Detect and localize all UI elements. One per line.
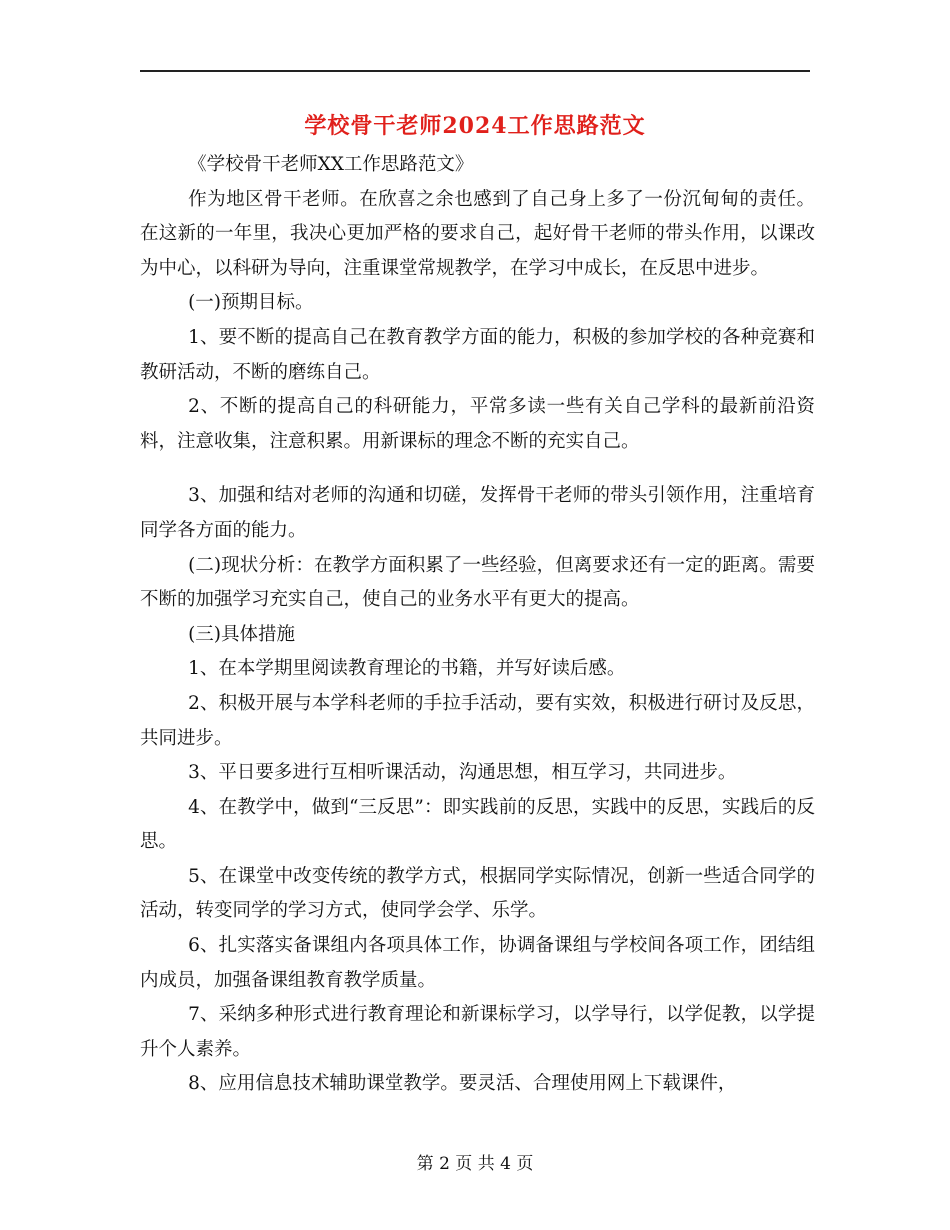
document-body — [140, 148, 815, 1102]
paragraph-goal-3: 3、加强和结对老师的沟通和切磋，发挥骨干老师的带头引领作用，注重培育同学各方面的能力。 — [140, 485, 815, 541]
paragraph-goal-2: 2、不断的提高自己的科研能力，平常多读一些有关自己学科的最新前沿资料，注意收集，注意积累。用新课标的理念不断的充实自己。 — [140, 396, 815, 452]
paragraph-measure-8: 8、应用信息技术辅助课堂教学。要灵活、合理使用网上下载课件， — [188, 1073, 737, 1095]
section-heading-measures: (三)具体措施 — [188, 623, 296, 645]
paragraph-measure-2: 2、积极开展与本学科老师的手拉手活动，要有实效，积极进行研讨及反思，共同进步。 — [140, 692, 815, 749]
document-title: 学校骨干老师2024工作思路范文 — [304, 113, 646, 139]
paragraph-measure-7: 7、采纳多种形式进行教育理论和新课标学习，以学导行，以学促教，以学提升个人素养。 — [140, 1004, 815, 1060]
paragraph-status-analysis: (二)现状分析：在教学方面积累了一些经验，但离要求还有一定的距离。需要不断的加强学习充实自己，使自己的业务水平有更大的提高。 — [140, 554, 815, 611]
paragraph-measure-6: 6、扎实落实备课组内各项具体工作，协调备课组与学校间各项工作，团结组内成员，加强备课组教育教学质量。 — [140, 935, 815, 991]
page-footer: 第 2 页 共 4 页 — [416, 1154, 534, 1174]
section-heading-goals: (一)预期目标。 — [188, 292, 314, 314]
paragraph-measure-3: 3、平日要多进行互相听课活动，沟通思想，相互学习，共同进步。 — [188, 762, 737, 784]
paragraph-measure-1: 1、在本学期里阅读教育理论的书籍，并写好读后感。 — [188, 658, 626, 680]
paragraph-measure-5: 5、在课堂中改变传统的教学方式，根据同学实际情况，创新一些适合同学的活动，转变同学的学习方式，使同学会学、乐学。 — [140, 865, 815, 922]
paragraph-intro: 作为地区骨干老师。在欣喜之余也感到了自己身上多了一份沉甸甸的责任。在这新的一年里，我决心更加严格的要求自己，起好骨干老师的带头作用，以课改为中心，以科研为导向，注重课堂常规教学，在学习中成长，在反思中进步。 — [140, 188, 815, 279]
paragraph-source-title: 《学校骨干老师XX工作思路范文》 — [188, 154, 474, 175]
paragraph-measure-4: 4、在教学中，做到“三反思”：即实践前的反思，实践中的反思，实践后的反思。 — [140, 796, 815, 853]
paragraph-gap — [140, 459, 815, 479]
header-rule — [140, 70, 810, 72]
paragraph-goal-1: 1、要不断的提高自己在教育教学方面的能力，积极的参加学校的各种竞赛和教研活动，不断的磨练自己。 — [140, 326, 815, 383]
